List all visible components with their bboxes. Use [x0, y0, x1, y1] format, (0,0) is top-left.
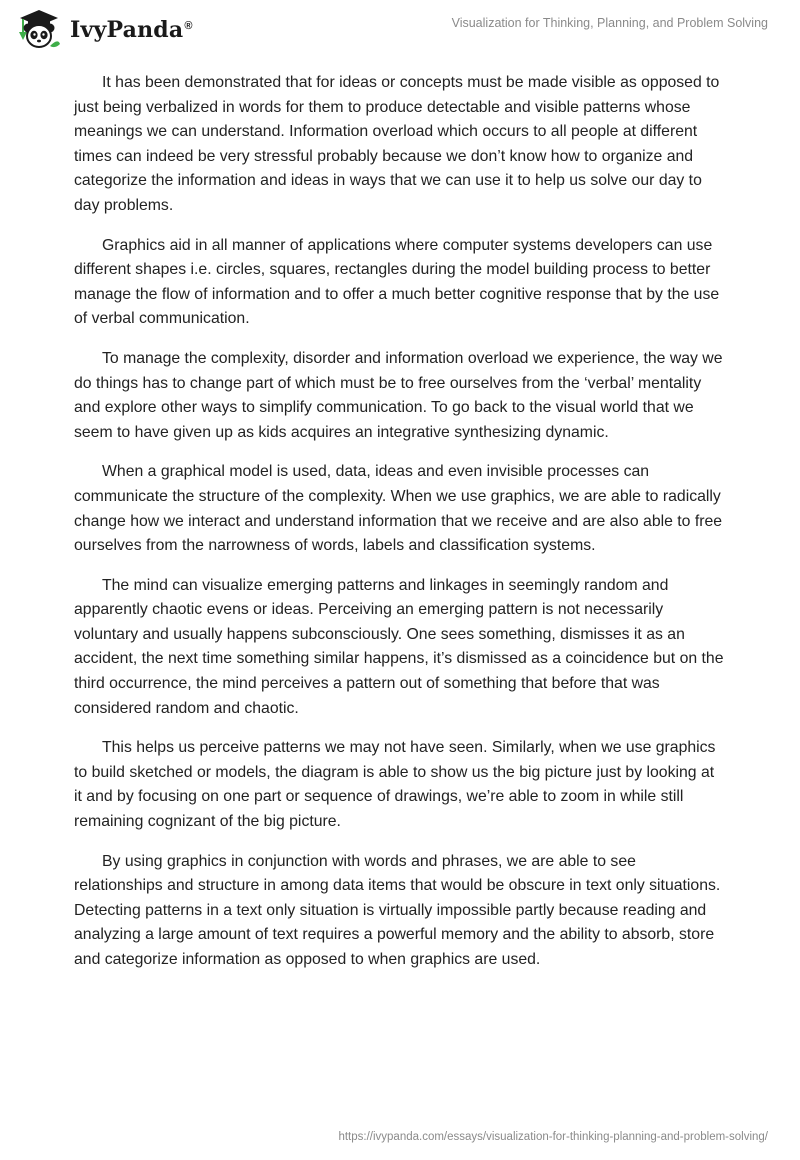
registered-mark: ®	[184, 19, 193, 32]
paragraph-6: This helps us perceive patterns we may not have seen. Similarly, when we use graphics to build sketched or models, the diagram is able to show us the big picture just by looking at it and by focusing on one part or sequence of drawings, we’re able to zoom in while still remaining cognizant of the big picture.	[74, 739, 716, 831]
source-url[interactable]: https://ivypanda.com/essays/visualization-for-thinking-planning-and-problem-solving/	[338, 1131, 768, 1143]
logo-wordmark: IvyPanda®	[70, 17, 193, 43]
paragraph-1: It has been demonstrated that for ideas or concepts must be made visible as opposed to just being verbalized in words for them to produce detectable and visible patterns whose meanings we can understand. Information overload which occurs to all people at different times can indeed be very stressful probably because we don’t know how to organize and categorize the information and ideas in ways that we can use it to help us solve our day to day problems.	[74, 74, 720, 214]
paragraph-3: To manage the complexity, disorder and information overload we experience, the way we do things has to change part of which must be to free ourselves from the ‘verbal’ mentality and explore other ways to simplify communication. To go back to the visual world that we seem to have given up as kids acquires an integrative synthesizing dynamic.	[74, 349, 723, 441]
paragraph-7: By using graphics in conjunction with words and phrases, we are able to see relationships and structure in among data items that would be obscure in text only situations. Detecting patterns in a text only situation is virtually impossible partly because reading and analyzing a large amount of text requires a powerful memory and the ability to absorb, store and categorize information as opposed to when graphics are used.	[74, 852, 721, 968]
paragraph-2: Graphics aid in all manner of applications where computer systems developers can use different shapes i.e. circles, squares, rectangles during the model building process to better manage the flow of information and to offer a much better cognitive response that by the use of verbal communication.	[74, 236, 720, 328]
document-title: Visualization for Thinking, Planning, and Problem Solving	[451, 16, 768, 30]
essay-body	[74, 71, 726, 988]
panda-graduate-icon	[14, 8, 64, 50]
page-header	[0, 0, 800, 60]
ivypanda-logo[interactable]	[14, 8, 193, 50]
paragraph-4: When a graphical model is used, data, ideas and even invisible processes can communicate the structure of the complexity. When we use graphics, we are able to radically change how we interact and understand information that we receive and are also able to free ourselves from the narrowness of words, labels and classification systems.	[74, 463, 723, 555]
paragraph-5: The mind can visualize emerging patterns and linkages in seemingly random and apparently chaotic evens or ideas. Perceiving an emerging pattern is not necessarily voluntary and usually happens subconsciously. One sees something, dismisses it as an accident, the next time something similar happens, it’s dismissed as a coincidence but on the third occurrence, the mind perceives a pattern out of something that before that was considered random and chaotic.	[74, 576, 724, 717]
